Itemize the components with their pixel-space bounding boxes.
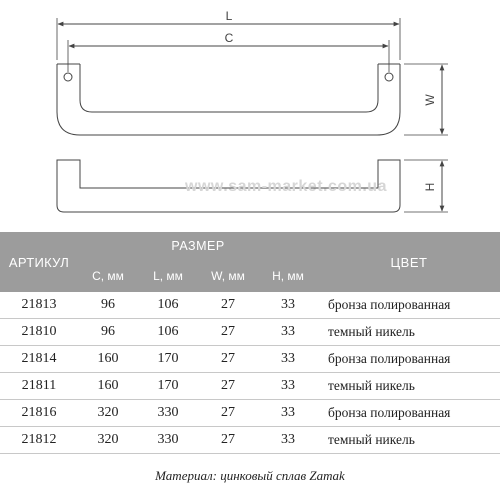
cell-article: 21811 [0, 373, 78, 400]
table-row [0, 373, 500, 400]
table-row [0, 400, 500, 427]
header-article: АРТИКУЛ [0, 232, 78, 292]
cell-w: 27 [198, 400, 258, 427]
cell-c: 96 [78, 319, 138, 346]
cell-article: 21812 [0, 427, 78, 454]
cell-h: 33 [258, 373, 318, 400]
cell-color: темный никель [318, 319, 500, 346]
cell-c: 96 [78, 292, 138, 319]
header-color: ЦВЕТ [318, 232, 500, 292]
dimension-label-w: W [423, 94, 437, 106]
header-h: H, мм [258, 260, 318, 292]
cell-color: бронза полированная [318, 400, 500, 427]
header-l: L, мм [138, 260, 198, 292]
spec-table [0, 232, 500, 454]
watermark: www.sam-market.com.ua [185, 178, 387, 195]
cell-l: 330 [138, 427, 198, 454]
cell-l: 170 [138, 373, 198, 400]
dimension-label-h: H [423, 182, 437, 192]
table-row [0, 319, 500, 346]
cell-h: 33 [258, 427, 318, 454]
dimension-label-c: C [224, 31, 234, 45]
table-row [0, 427, 500, 454]
cell-h: 33 [258, 346, 318, 373]
cell-w: 27 [198, 373, 258, 400]
cell-l: 106 [138, 292, 198, 319]
cell-color: бронза полированная [318, 346, 500, 373]
header-size-group: РАЗМЕР [78, 232, 318, 260]
cell-h: 33 [258, 292, 318, 319]
cell-w: 27 [198, 427, 258, 454]
cell-l: 106 [138, 319, 198, 346]
cell-c: 160 [78, 373, 138, 400]
cell-w: 27 [198, 292, 258, 319]
table-row [0, 346, 500, 373]
header-w: W, мм [198, 260, 258, 292]
cell-c: 320 [78, 427, 138, 454]
material-note: Материал: цинковый сплав Zamak [155, 468, 345, 483]
cell-h: 33 [258, 400, 318, 427]
cell-h: 33 [258, 319, 318, 346]
header-c: C, мм [78, 260, 138, 292]
mount-hole-right [385, 73, 393, 81]
cell-article: 21816 [0, 400, 78, 427]
cell-color: бронза полированная [318, 292, 500, 319]
cell-l: 330 [138, 400, 198, 427]
cell-article: 21814 [0, 346, 78, 373]
cell-color: темный никель [318, 427, 500, 454]
dimension-label-l: L [225, 9, 233, 23]
cell-w: 27 [198, 346, 258, 373]
cell-c: 320 [78, 400, 138, 427]
table-row [0, 292, 500, 319]
cell-article: 21813 [0, 292, 78, 319]
cell-l: 170 [138, 346, 198, 373]
top-view-outline [57, 64, 400, 135]
mount-hole-left [64, 73, 72, 81]
cell-article: 21810 [0, 319, 78, 346]
cell-w: 27 [198, 319, 258, 346]
handle-technical-drawing [0, 0, 500, 232]
cell-c: 160 [78, 346, 138, 373]
cell-color: темный никель [318, 373, 500, 400]
